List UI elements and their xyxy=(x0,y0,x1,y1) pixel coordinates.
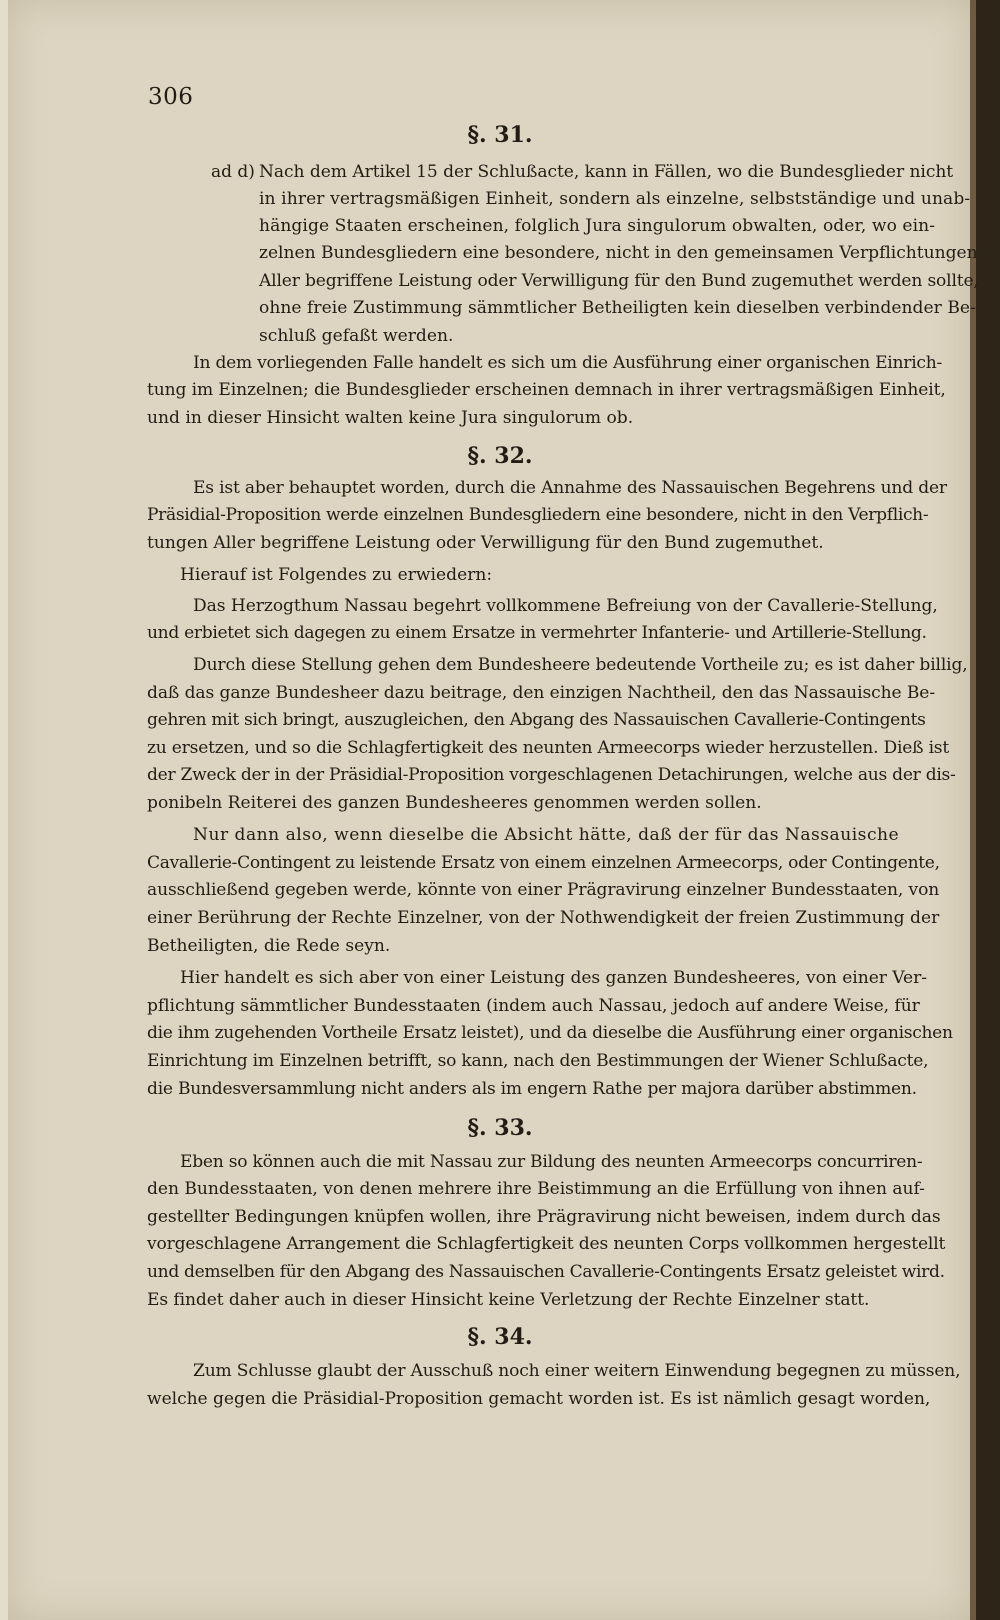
text-line: den Bundesstaaten, von denen mehrere ihre Beistimmung an die Erfüllung von ihnen auf- xyxy=(147,1179,925,1199)
text-line: Nur dann also, wenn dieselbe die Absicht hätte, daß der für das Nassauische xyxy=(193,825,900,845)
text-line: Es findet daher auch in dieser Hinsicht keine Verletzung der Rechte Einzelner statt. xyxy=(147,1290,870,1310)
text-line: gestellter Bedingungen knüpfen wollen, ihre Prägravirung nicht beweisen, indem durch das xyxy=(147,1207,941,1227)
text-line: Durch diese Stellung gehen dem Bundesheere bedeutende Vortheile zu; es ist daher billig, xyxy=(193,655,968,675)
text-line: Eben so können auch die mit Nassau zur Bildung des neunten Armeecorps concurriren- xyxy=(180,1152,923,1172)
text-line: gehren mit sich bringt, auszugleichen, den Abgang des Nassauischen Cavallerie-Contingents xyxy=(147,710,926,730)
text-line: welche gegen die Präsidial-Proposition gemacht worden ist. Es ist nämlich gesagt worden, xyxy=(147,1389,931,1409)
text-line: tungen Aller begriffene Leistung oder Verwilligung für den Bund zugemuthet. xyxy=(147,533,824,553)
text-line: tung im Einzelnen; die Bundesglieder erscheinen demnach in ihrer vertragsmäßigen Einheit, xyxy=(147,380,946,400)
text-line: In dem vorliegenden Falle handelt es sich um die Ausführung einer organischen Einrich- xyxy=(193,353,943,373)
text-line: ausschließend gegeben werde, könnte von einer Prägravirung einzelner Bundesstaaten, von xyxy=(147,880,940,900)
section-heading-32: §. 32. xyxy=(467,443,533,469)
text-line: Das Herzogthum Nassau begehrt vollkommene Befreiung von der Cavallerie-Stellung, xyxy=(193,596,938,616)
text-line: zu ersetzen, und so die Schlagfertigkeit des neunten Armeecorps wieder herzustellen. Dieß ist xyxy=(147,738,950,758)
text-line: und demselben für den Abgang des Nassauischen Cavallerie-Contingents Ersatz geleistet wird. xyxy=(147,1262,945,1282)
text-line: Einrichtung im Einzelnen betrifft, so kann, nach den Bestimmungen der Wiener Schlußacte, xyxy=(147,1051,929,1071)
text-line: und in dieser Hinsicht walten keine Jura singulorum ob. xyxy=(147,408,634,428)
text-line: Betheiligten, die Rede seyn. xyxy=(147,936,391,956)
text-line: zelnen Bundesgliedern eine besondere, nicht in den gemeinsamen Verpflichtungen xyxy=(259,243,978,263)
text-line: einer Berührung der Rechte Einzelner, von der Nothwendigkeit der freien Zustimmung der xyxy=(147,908,940,928)
text-line: Zum Schlusse glaubt der Ausschuß noch einer weitern Einwendung begegnen zu müssen, xyxy=(193,1361,961,1381)
text-line: und erbietet sich dagegen zu einem Ersatze in vermehrter Infanterie- und Artillerie-Stellung. xyxy=(147,623,927,643)
page-number: 306 xyxy=(148,84,194,110)
text-line: der Zweck der in der Präsidial-Proposition vorgeschlagenen Detachirungen, welche aus der dis- xyxy=(147,765,956,785)
text-line: Es ist aber behauptet worden, durch die Annahme des Nassauischen Begehrens und der xyxy=(193,478,947,498)
text-line: vorgeschlagene Arrangement die Schlagfertigkeit des neunten Corps vollkommen hergestellt xyxy=(147,1234,946,1254)
text-line: daß das ganze Bundesheer dazu beitrage, den einzigen Nachtheil, den das Nassauische Be- xyxy=(147,683,935,703)
text-line: Hier handelt es sich aber von einer Leistung des ganzen Bundesheeres, von einer Ver- xyxy=(180,968,927,988)
section-heading-31: §. 31. xyxy=(467,122,533,148)
text-line: ohne freie Zustimmung sämmtlicher Betheiligten kein dieselben verbindender Be- xyxy=(259,298,976,318)
section-heading-34: §. 34. xyxy=(467,1324,533,1350)
text-line: Nach dem Artikel 15 der Schlußacte, kann in Fällen, wo die Bundesglieder nicht xyxy=(259,162,954,182)
text-line: pflichtung sämmtlicher Bundesstaaten (indem auch Nassau, jedoch auf andere Weise, für xyxy=(147,996,920,1016)
text-line: Cavallerie-Contingent zu leistende Ersatz von einem einzelnen Armeecorps, oder Contingente, xyxy=(147,853,940,873)
text-line: Aller begriffene Leistung oder Verwilligung für den Bund zugemuthet werden sollte, xyxy=(259,271,979,291)
item-label-ad-d: ad d) xyxy=(211,162,255,182)
text-line: die Bundesversammlung nicht anders als im engern Rathe per majora darüber abstimmen. xyxy=(147,1079,917,1099)
section-heading-33: §. 33. xyxy=(467,1115,533,1141)
text-line: hängige Staaten erscheinen, folglich Jura singulorum obwalten, oder, wo ein- xyxy=(259,216,936,236)
text-line: Hierauf ist Folgendes zu erwiedern: xyxy=(180,565,493,585)
text-line: in ihrer vertragsmäßigen Einheit, sondern als einzelne, selbstständige und unab- xyxy=(259,189,971,209)
text-line: Präsidial-Proposition werde einzelnen Bundesgliedern eine besondere, nicht in den Verpflich- xyxy=(147,505,929,525)
text-line: die ihm zugehenden Vortheile Ersatz leistet), und da dieselbe die Ausführung einer organischen xyxy=(147,1023,953,1043)
text-line: ponibeln Reiterei des ganzen Bundesheeres genommen werden sollen. xyxy=(147,793,762,813)
text-line: schluß gefaßt werden. xyxy=(259,326,454,346)
